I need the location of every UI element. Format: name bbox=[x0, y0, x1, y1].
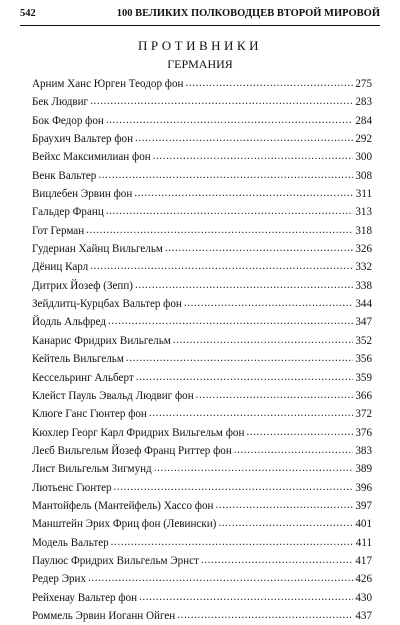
toc-entry bbox=[32, 589, 372, 607]
dot-leader bbox=[154, 459, 354, 477]
entry-page-number: 396 bbox=[355, 481, 372, 494]
toc-entry bbox=[32, 222, 372, 240]
toc-entry bbox=[32, 240, 372, 258]
dot-leader bbox=[106, 111, 354, 129]
entry-name: Модель Вальтер bbox=[32, 536, 109, 549]
running-title: 100 ВЕЛИКИХ ПОЛКОВОДЦЕВ ВТОРОЙ МИРОВОЙ bbox=[116, 8, 380, 19]
entry-page-number: 366 bbox=[355, 389, 372, 402]
dot-leader bbox=[185, 74, 353, 92]
toc-entry bbox=[32, 442, 372, 460]
dot-leader bbox=[108, 312, 353, 330]
toc-entry bbox=[32, 148, 372, 166]
dot-leader bbox=[165, 239, 353, 257]
toc-entry bbox=[32, 277, 372, 295]
dot-leader bbox=[111, 533, 354, 551]
entry-page-number: 430 bbox=[355, 591, 372, 604]
toc-entry bbox=[32, 93, 372, 111]
header-divider bbox=[20, 25, 380, 26]
entry-page-number: 313 bbox=[355, 206, 372, 219]
toc-entry bbox=[32, 460, 372, 478]
entry-name: Кейтель Вильгельм bbox=[32, 353, 124, 366]
dot-leader bbox=[215, 496, 353, 514]
entry-name: Кюхлер Георг Карл Фридрих Вильгельм фон bbox=[32, 426, 245, 439]
entry-page-number: 401 bbox=[355, 518, 372, 531]
entry-page-number: 300 bbox=[355, 151, 372, 164]
toc-entry bbox=[32, 313, 372, 331]
dot-leader bbox=[177, 606, 353, 624]
toc-entry bbox=[32, 203, 372, 221]
toc-entry bbox=[32, 552, 372, 570]
dot-leader bbox=[139, 588, 353, 606]
entry-name: Йодль Альфред bbox=[32, 316, 107, 329]
toc-entry bbox=[32, 387, 372, 405]
toc-entry bbox=[32, 424, 372, 442]
entry-name: Клюге Ганс Гюнтер фон bbox=[32, 408, 147, 421]
dot-leader bbox=[134, 184, 353, 202]
entry-name: Вицлебен Эрвин фон bbox=[32, 188, 133, 201]
entry-name: Зейдлитц-Курцбах Вальтер фон bbox=[32, 298, 182, 311]
dot-leader bbox=[114, 478, 354, 496]
toc-entry bbox=[32, 350, 372, 368]
entry-name: Кессельринг Альберт bbox=[32, 371, 134, 384]
entry-name: Лютьенс Гюнтер bbox=[32, 481, 112, 494]
entry-page-number: 332 bbox=[355, 261, 372, 274]
entry-name: Дитрих Йозеф (Зепп) bbox=[32, 279, 133, 292]
entry-page-number: 352 bbox=[355, 334, 372, 347]
entry-name: Клейст Пауль Эвальд Людвиг фон bbox=[32, 389, 194, 402]
page-header bbox=[20, 8, 380, 19]
dot-leader bbox=[246, 423, 353, 441]
page-number: 542 bbox=[20, 8, 36, 19]
toc-entry bbox=[32, 570, 372, 588]
entry-page-number: 426 bbox=[355, 573, 372, 586]
entry-page-number: 338 bbox=[355, 279, 372, 292]
entry-name: Паулюс Фридрих Вильгельм Эрнст bbox=[32, 554, 199, 567]
toc-entry bbox=[32, 479, 372, 497]
section-title: ПРОТИВНИКИ bbox=[137, 38, 262, 53]
toc-entry bbox=[32, 515, 372, 533]
entry-name: Рейхенау Вальтер фон bbox=[32, 591, 138, 604]
entry-name: Леєб Вильгельм Йозеф Франц Риттер фон bbox=[32, 444, 232, 457]
entry-page-number: 344 bbox=[355, 298, 372, 311]
entry-page-number: 389 bbox=[355, 463, 372, 476]
entry-name: Манштейн Эрих Фриц фон (Левински) bbox=[32, 518, 217, 531]
entry-page-number: 372 bbox=[355, 408, 372, 421]
dot-leader bbox=[196, 386, 354, 404]
entry-page-number: 311 bbox=[355, 188, 372, 201]
entry-page-number: 359 bbox=[355, 371, 372, 384]
toc-entry bbox=[32, 405, 372, 423]
toc-entry bbox=[32, 167, 372, 185]
toc-entry bbox=[32, 369, 372, 387]
entry-name: Вейхс Максимилиан фон bbox=[32, 151, 151, 164]
entry-page-number: 326 bbox=[355, 243, 372, 256]
entry-page-number: 283 bbox=[355, 96, 372, 109]
toc-entry bbox=[32, 112, 372, 130]
entry-page-number: 292 bbox=[355, 133, 372, 146]
entry-page-number: 383 bbox=[355, 444, 372, 457]
entry-name: Венк Вальтер bbox=[32, 169, 97, 182]
dot-leader bbox=[86, 221, 353, 239]
entry-name: Гальдер Франц bbox=[32, 206, 104, 219]
entry-page-number: 284 bbox=[355, 114, 372, 127]
entry-page-number: 417 bbox=[355, 554, 372, 567]
entry-name: Гот Герман bbox=[32, 224, 85, 237]
entry-page-number: 437 bbox=[355, 609, 372, 622]
dot-leader bbox=[149, 404, 353, 422]
entry-page-number: 275 bbox=[355, 78, 372, 90]
dot-leader bbox=[135, 276, 353, 294]
entry-name: Арним Ханс Юрген Теодор фон bbox=[32, 78, 184, 90]
entry-page-number: 318 bbox=[355, 224, 372, 237]
dot-leader bbox=[234, 441, 354, 459]
dot-leader bbox=[201, 551, 353, 569]
dot-leader bbox=[90, 257, 353, 275]
entry-name: Браухич Вальтер фон bbox=[32, 133, 134, 146]
entry-name: Канарис Фридрих Вильгельм bbox=[32, 334, 171, 347]
dot-leader bbox=[136, 368, 354, 386]
dot-leader bbox=[184, 294, 354, 312]
toc-entry bbox=[32, 534, 372, 552]
dot-leader bbox=[98, 166, 353, 184]
entry-name: Роммель Эрвин Иоганн Ойген bbox=[32, 609, 176, 622]
entry-page-number: 356 bbox=[355, 353, 372, 366]
subsection-title: ГЕРМАНИЯ bbox=[167, 57, 233, 71]
toc-entry bbox=[32, 607, 372, 625]
dot-leader bbox=[106, 202, 354, 220]
entry-name: Дёниц Карл bbox=[32, 261, 89, 274]
dot-leader bbox=[88, 569, 353, 587]
entry-name: Бок Федор фон bbox=[32, 114, 104, 127]
toc-entry bbox=[32, 75, 372, 93]
dot-leader bbox=[173, 331, 354, 349]
toc-entry bbox=[32, 185, 372, 203]
entry-page-number: 411 bbox=[355, 536, 372, 549]
toc-entry bbox=[32, 258, 372, 276]
entry-page-number: 347 bbox=[355, 316, 372, 329]
entry-page-number: 308 bbox=[355, 169, 372, 182]
dot-leader bbox=[90, 92, 353, 110]
entry-name: Гудериан Хайнц Вильгельм bbox=[32, 243, 163, 256]
toc-entry bbox=[32, 497, 372, 515]
dot-leader bbox=[218, 514, 353, 532]
toc-entry bbox=[32, 130, 372, 148]
entry-name: Редер Эрих bbox=[32, 573, 87, 586]
table-of-contents bbox=[32, 75, 372, 625]
toc-entry bbox=[32, 295, 372, 313]
dot-leader bbox=[135, 129, 353, 147]
entry-name: Лист Вильгельм Зигмунд bbox=[32, 463, 152, 476]
dot-leader bbox=[153, 147, 354, 165]
entry-page-number: 376 bbox=[355, 426, 372, 439]
dot-leader bbox=[126, 349, 354, 367]
entry-name: Бек Людвиг bbox=[32, 96, 89, 109]
toc-entry bbox=[32, 332, 372, 350]
entry-name: Мантойфель (Мантейфель) Хассо фон bbox=[32, 499, 214, 512]
entry-page-number: 397 bbox=[355, 499, 372, 512]
